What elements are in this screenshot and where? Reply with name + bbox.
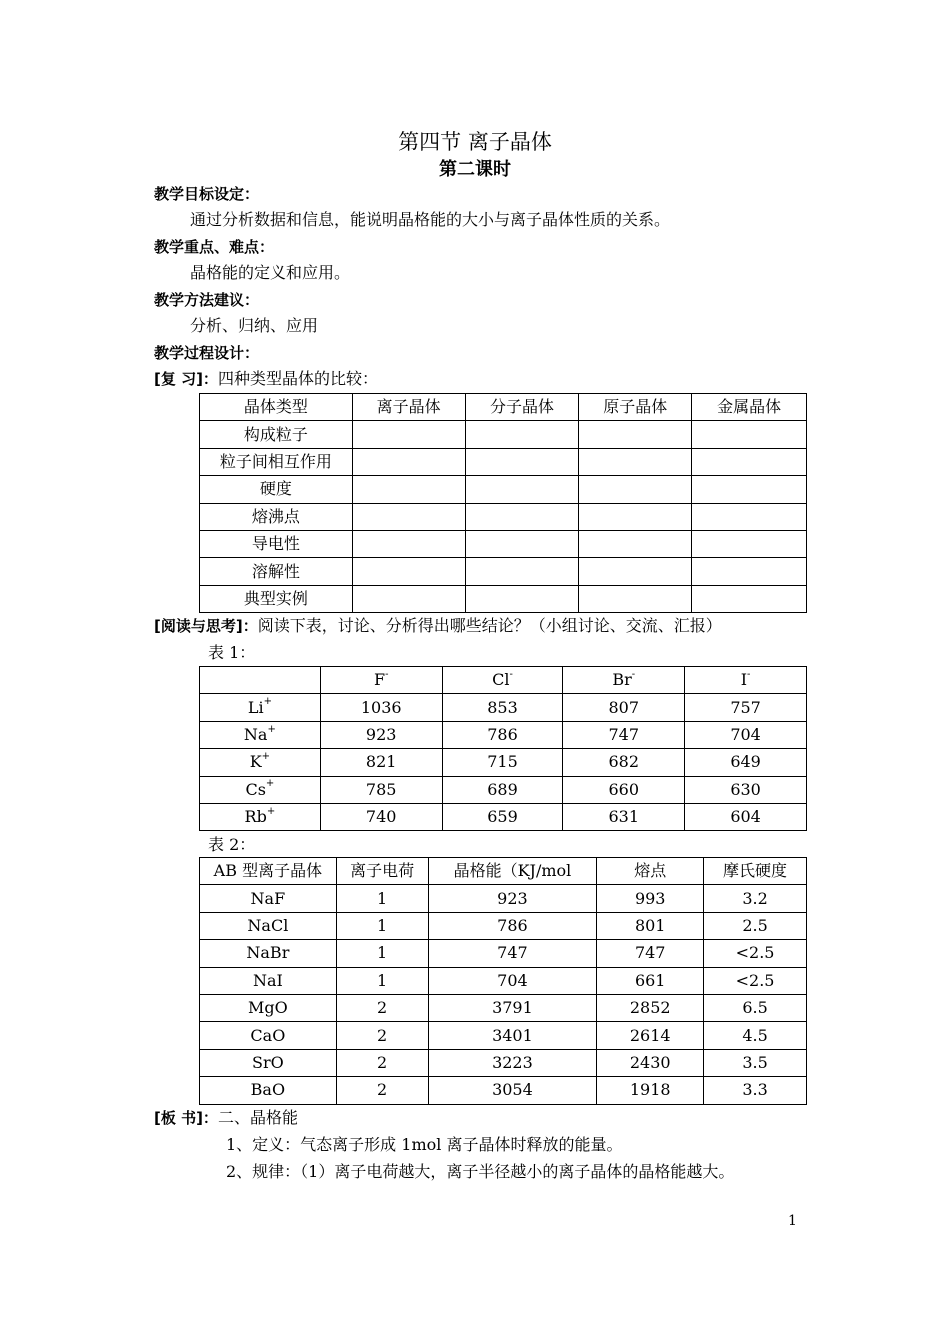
table-cell: 682 xyxy=(563,749,685,776)
table-cell: 689 xyxy=(442,776,563,803)
empty-cell xyxy=(692,558,807,585)
empty-cell xyxy=(579,558,692,585)
method-heading: 教学方法建议： xyxy=(154,291,260,309)
table-cell: 821 xyxy=(320,749,442,776)
row-label-cell: 导电性 xyxy=(200,530,353,557)
empty-cell xyxy=(692,421,807,448)
row-label-cell: 溶解性 xyxy=(200,558,353,585)
table-header-cell: 原子晶体 xyxy=(579,394,692,421)
table-cell: 807 xyxy=(563,694,685,721)
table-header-row xyxy=(200,858,807,885)
table-row xyxy=(200,558,807,585)
empty-cell xyxy=(692,448,807,475)
empty-cell xyxy=(692,503,807,530)
table-row xyxy=(200,776,807,803)
process-heading: 教学过程设计： xyxy=(154,344,260,362)
empty-cell xyxy=(579,448,692,475)
row-label-cell: 硬度 xyxy=(200,476,353,503)
table-cell: 3.2 xyxy=(704,885,807,912)
table-cell: 661 xyxy=(597,967,704,994)
table-cell: 2.5 xyxy=(704,912,807,939)
ion-symbol: Rb xyxy=(244,807,267,827)
table-header-cell xyxy=(320,667,442,694)
table-row xyxy=(200,448,807,475)
table-header-cell: 晶体类型 xyxy=(200,394,353,421)
table-cell: <2.5 xyxy=(704,967,807,994)
table-cell: 1 xyxy=(336,940,428,967)
row-label-cell xyxy=(200,694,321,721)
table-header-cell: 离子晶体 xyxy=(352,394,465,421)
empty-cell xyxy=(579,585,692,612)
ion-charge: + xyxy=(267,723,276,735)
row-label-cell xyxy=(200,776,321,803)
empty-cell xyxy=(579,503,692,530)
table-cell: <2.5 xyxy=(704,940,807,967)
goal-heading: 教学目标设定： xyxy=(154,185,260,203)
table-cell: MgO xyxy=(200,994,337,1021)
table-cell: 853 xyxy=(442,694,563,721)
reading-line xyxy=(154,615,722,637)
table-row xyxy=(200,585,807,612)
table-row xyxy=(200,721,807,748)
row-label-cell xyxy=(200,721,321,748)
table-cell: NaF xyxy=(200,885,337,912)
table-header-row xyxy=(200,667,807,694)
empty-cell xyxy=(352,448,465,475)
table-row xyxy=(200,912,807,939)
empty-cell xyxy=(465,503,579,530)
table-cell: 923 xyxy=(428,885,597,912)
table-cell: 2614 xyxy=(597,1022,704,1049)
table-row xyxy=(200,503,807,530)
table-cell: NaI xyxy=(200,967,337,994)
empty-cell xyxy=(352,503,465,530)
table-row xyxy=(200,994,807,1021)
empty-cell xyxy=(692,585,807,612)
table-cell: NaBr xyxy=(200,940,337,967)
table-cell: 3223 xyxy=(428,1049,597,1076)
ion-symbol: I xyxy=(740,670,748,690)
row-label-cell: 熔沸点 xyxy=(200,503,353,530)
ion-symbol: Cs xyxy=(245,779,266,799)
table-cell: 2430 xyxy=(597,1049,704,1076)
table-cell: 6.5 xyxy=(704,994,807,1021)
table-cell: 649 xyxy=(685,749,807,776)
table-row xyxy=(200,1022,807,1049)
review-table xyxy=(199,393,807,613)
review-text: 四种类型晶体的比较： xyxy=(217,369,378,388)
table-cell: 704 xyxy=(428,967,597,994)
table-row xyxy=(200,476,807,503)
page-number: 1 xyxy=(788,1213,797,1229)
table-cell: 1 xyxy=(336,967,428,994)
table-cell: 1918 xyxy=(597,1077,704,1104)
ion-charge: - xyxy=(747,668,751,680)
table-cell: 715 xyxy=(442,749,563,776)
table-row xyxy=(200,803,807,830)
table-cell: 660 xyxy=(563,776,685,803)
board-text: 二、晶格能 xyxy=(217,1108,298,1127)
table-cell: 747 xyxy=(597,940,704,967)
reading-text: 阅读下表，讨论、分析得出哪些结论？（小组讨论、交流、汇报） xyxy=(257,616,722,635)
table-cell: 3401 xyxy=(428,1022,597,1049)
empty-cell xyxy=(692,476,807,503)
table-cell: 631 xyxy=(563,803,685,830)
reading-tag: [阅读与思考]： xyxy=(154,617,258,635)
table-cell: 3791 xyxy=(428,994,597,1021)
table-header-cell xyxy=(442,667,563,694)
table-cell: 747 xyxy=(428,940,597,967)
board-line xyxy=(154,1107,298,1129)
ion-charge: + xyxy=(263,696,272,708)
empty-cell xyxy=(579,530,692,557)
table-cell: 659 xyxy=(442,803,563,830)
board-item-2: 2、规律：（1）离子电荷越大，离子半径越小的离子晶体的晶格能越大。 xyxy=(226,1162,735,1181)
key-text: 晶格能的定义和应用。 xyxy=(190,263,351,282)
row-label-cell: 粒子间相互作用 xyxy=(200,448,353,475)
table-header-cell: 分子晶体 xyxy=(465,394,579,421)
table-cell: BaO xyxy=(200,1077,337,1104)
table-cell: 2 xyxy=(336,1022,428,1049)
table-header-cell xyxy=(685,667,807,694)
lattice-energy-table-1 xyxy=(199,666,807,831)
empty-cell xyxy=(465,448,579,475)
table-cell: 2852 xyxy=(597,994,704,1021)
table-cell: 1036 xyxy=(320,694,442,721)
row-label-cell: 构成粒子 xyxy=(200,421,353,448)
table-row xyxy=(200,967,807,994)
empty-cell xyxy=(465,558,579,585)
table-cell: 3054 xyxy=(428,1077,597,1104)
empty-cell xyxy=(352,476,465,503)
table-cell: 993 xyxy=(597,885,704,912)
table-header-cell: 晶格能（KJ/mol xyxy=(428,858,597,885)
empty-cell xyxy=(692,530,807,557)
table-cell: SrO xyxy=(200,1049,337,1076)
row-label-cell: 典型实例 xyxy=(200,585,353,612)
empty-cell xyxy=(352,530,465,557)
table1-caption: 表 1： xyxy=(208,643,256,662)
table-cell: 4.5 xyxy=(704,1022,807,1049)
table-cell: NaCl xyxy=(200,912,337,939)
table-header-cell: AB 型离子晶体 xyxy=(200,858,337,885)
table-row xyxy=(200,694,807,721)
table-header-cell: 离子电荷 xyxy=(336,858,428,885)
table-row xyxy=(200,749,807,776)
table-row xyxy=(200,421,807,448)
table-cell: 3.5 xyxy=(704,1049,807,1076)
table-cell: 801 xyxy=(597,912,704,939)
ion-charge: - xyxy=(631,668,636,680)
table-header-cell xyxy=(200,667,321,694)
table-row xyxy=(200,1049,807,1076)
table-header-row xyxy=(200,394,807,421)
table-row xyxy=(200,885,807,912)
table-header-cell: 金属晶体 xyxy=(692,394,807,421)
ion-symbol: Na xyxy=(243,724,268,744)
empty-cell xyxy=(352,585,465,612)
table-row xyxy=(200,940,807,967)
table-cell: 757 xyxy=(685,694,807,721)
table2-caption: 表 2： xyxy=(208,835,256,854)
ion-symbol: Li xyxy=(247,697,264,717)
table-cell: 2 xyxy=(336,1049,428,1076)
ion-charge: + xyxy=(261,751,271,763)
review-tag: [复 习]： xyxy=(154,370,218,388)
table-row xyxy=(200,1077,807,1104)
table-cell: CaO xyxy=(200,1022,337,1049)
table-cell: 747 xyxy=(563,721,685,748)
ion-charge: + xyxy=(266,805,276,817)
table-cell: 704 xyxy=(685,721,807,748)
table-cell: 786 xyxy=(442,721,563,748)
table-cell: 786 xyxy=(428,912,597,939)
ion-symbol: F xyxy=(373,670,386,690)
lattice-energy-table-2 xyxy=(199,857,807,1105)
key-heading: 教学重点、难点： xyxy=(154,238,275,256)
goal-text: 通过分析数据和信息，能说明晶格能的大小与离子晶体性质的关系。 xyxy=(190,210,671,229)
table-row xyxy=(200,530,807,557)
review-line xyxy=(154,368,378,390)
board-item-1: 1、定义：气态离子形成 1mol 离子晶体时释放的能量。 xyxy=(226,1135,623,1154)
ion-symbol: Br xyxy=(612,670,632,690)
row-label-cell xyxy=(200,749,321,776)
method-text: 分析、归纳、应用 xyxy=(190,316,319,335)
empty-cell xyxy=(465,421,579,448)
empty-cell xyxy=(465,476,579,503)
page-title: 第四节 离子晶体 xyxy=(398,130,552,154)
row-label-cell xyxy=(200,803,321,830)
table-cell: 3.3 xyxy=(704,1077,807,1104)
table-cell: 604 xyxy=(685,803,807,830)
table-cell: 2 xyxy=(336,994,428,1021)
table-header-cell xyxy=(563,667,685,694)
empty-cell xyxy=(465,530,579,557)
ion-charge: - xyxy=(385,668,389,680)
empty-cell xyxy=(352,558,465,585)
ion-symbol: K xyxy=(249,752,262,772)
table-cell: 923 xyxy=(320,721,442,748)
page-subtitle: 第二课时 xyxy=(439,159,511,180)
table-cell: 2 xyxy=(336,1077,428,1104)
board-tag: [板 书]： xyxy=(154,1109,218,1127)
ion-symbol: Cl xyxy=(492,670,510,690)
table-cell: 785 xyxy=(320,776,442,803)
empty-cell xyxy=(465,585,579,612)
table-cell: 1 xyxy=(336,912,428,939)
table-cell: 1 xyxy=(336,885,428,912)
empty-cell xyxy=(579,421,692,448)
table-cell: 740 xyxy=(320,803,442,830)
table-cell: 630 xyxy=(685,776,807,803)
ion-charge: - xyxy=(509,668,513,680)
table-header-cell: 摩氏硬度 xyxy=(704,858,807,885)
empty-cell xyxy=(352,421,465,448)
ion-charge: + xyxy=(265,778,275,790)
empty-cell xyxy=(579,476,692,503)
table-header-cell: 熔点 xyxy=(597,858,704,885)
